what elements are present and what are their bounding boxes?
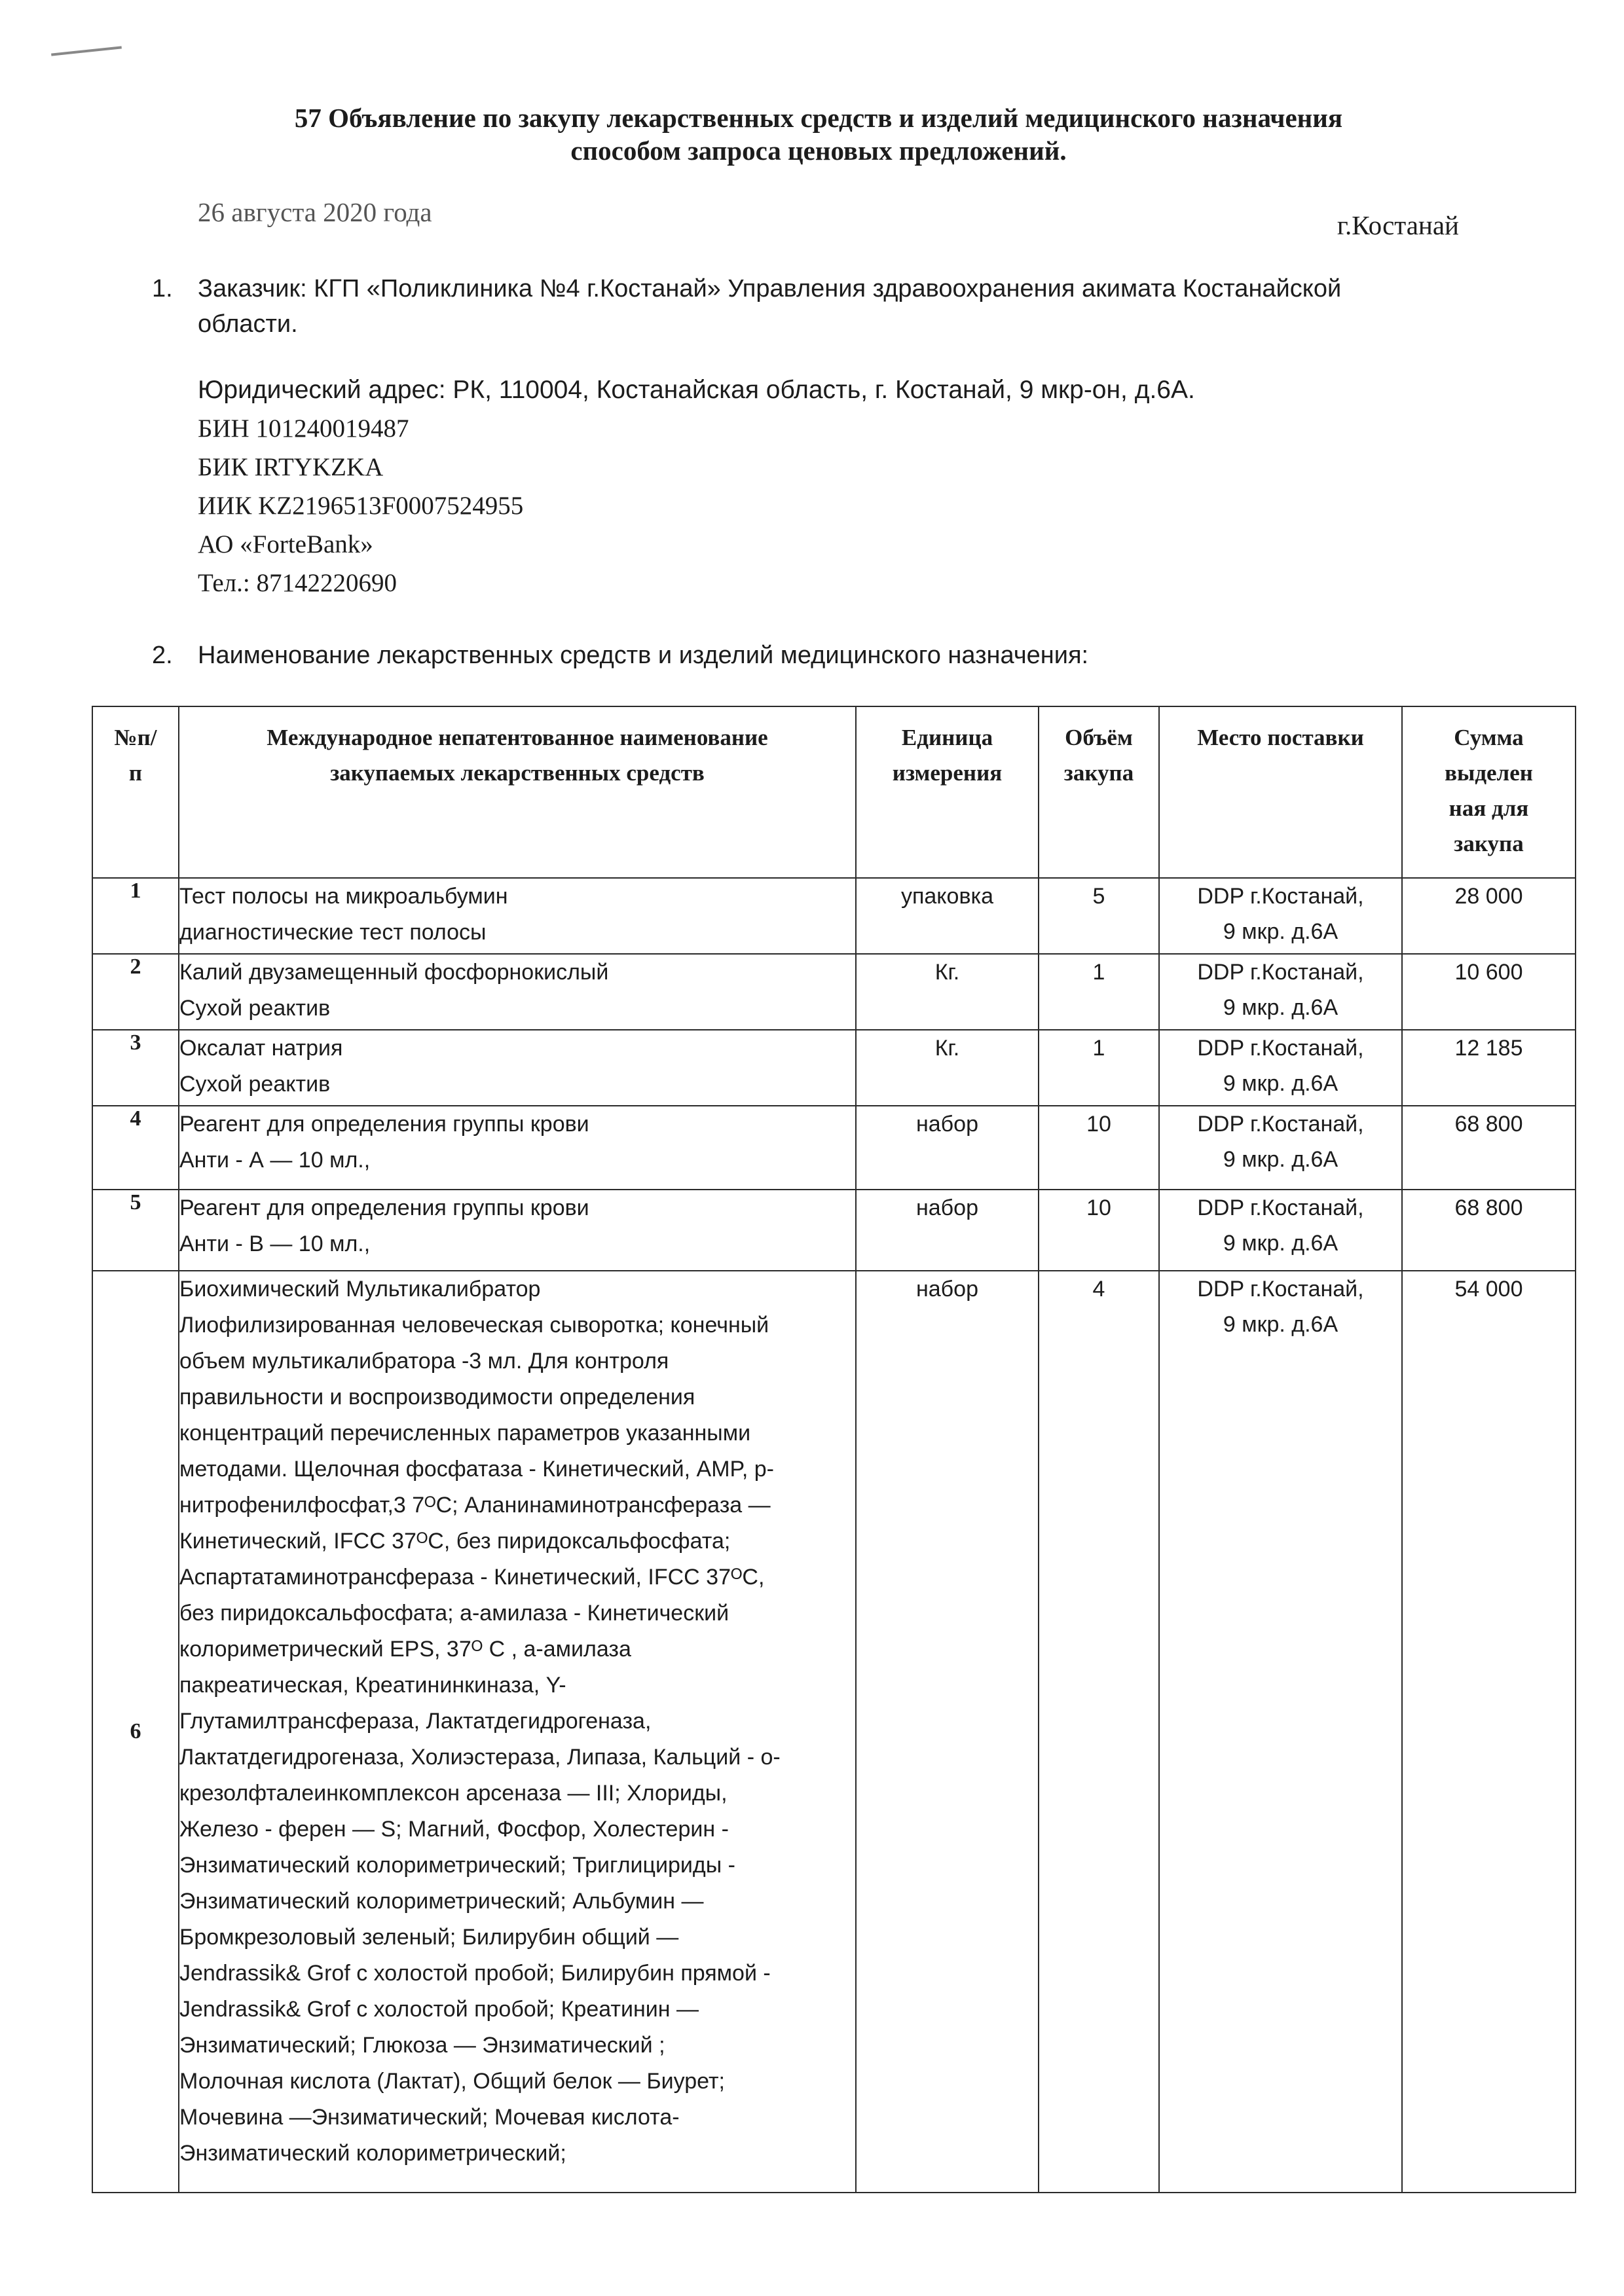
item-unit: Кг. bbox=[856, 954, 1039, 1030]
delivery-place-line: 9 мкр. д.6А bbox=[1223, 1071, 1338, 1096]
item-name-line: Мочевина —Энзиматический; Мочевая кислота- bbox=[179, 2105, 680, 2130]
item-volume: 1 bbox=[1039, 1030, 1159, 1106]
bank: АО «ForteBank» bbox=[198, 530, 373, 558]
item-name-line: Энзиматический колориметрический; Триглицириды - bbox=[179, 1853, 735, 1878]
row-number: 6 bbox=[92, 1271, 179, 2193]
item-name-line: Лиофилизированная человеческая сыворотка; конечный bbox=[179, 1313, 769, 1338]
item-name-line: Анти - В — 10 мл., bbox=[179, 1231, 371, 1256]
item-sum: 68 800 bbox=[1402, 1190, 1576, 1271]
delivery-place-line: DDP г.Костанай, bbox=[1197, 884, 1364, 909]
item-name-line: пакреатическая, Креатининкиназа, Y- bbox=[179, 1673, 566, 1698]
header-name: Международное непатентованное наименование закупаемых лекарственных средств bbox=[179, 706, 856, 878]
scan-mark bbox=[51, 46, 122, 56]
item-volume: 10 bbox=[1039, 1190, 1159, 1271]
item-name-line: Бромкрезоловый зеленый; Билирубин общий — bbox=[179, 1925, 679, 1950]
item-sum: 10 600 bbox=[1402, 954, 1576, 1030]
delivery-place-line: DDP г.Костанай, bbox=[1197, 1195, 1364, 1220]
delivery-place-line: DDP г.Костанай, bbox=[1197, 1277, 1364, 1302]
item-unit: набор bbox=[856, 1106, 1039, 1190]
row-number: 5 bbox=[92, 1190, 179, 1271]
bin: БИН 101240019487 bbox=[198, 414, 409, 443]
section-items bbox=[152, 638, 1488, 673]
item-name-line: Лактатдегидрогеназа, Холиэстераза, Липаза, Кальций - о- bbox=[179, 1745, 781, 1770]
row-number: 4 bbox=[92, 1106, 179, 1190]
bik: БИК IRTYKZKA bbox=[198, 453, 384, 481]
delivery-place-line: 9 мкр. д.6А bbox=[1223, 1147, 1338, 1172]
item-name bbox=[179, 1106, 856, 1190]
item-sum: 68 800 bbox=[1402, 1106, 1576, 1190]
delivery-place-line: DDP г.Костанай, bbox=[1197, 1112, 1364, 1137]
item-name-line: без пиридоксальфосфата; а-амилаза - Кинетический bbox=[179, 1601, 729, 1626]
items-table bbox=[92, 706, 1576, 2193]
header-volume: Объём закупа bbox=[1039, 706, 1159, 878]
item-sum: 28 000 bbox=[1402, 878, 1576, 954]
header-num: №п/ п bbox=[92, 706, 179, 878]
delivery-place-line: 9 мкр. д.6А bbox=[1223, 919, 1338, 944]
item-delivery-place bbox=[1159, 1106, 1402, 1190]
row-number: 1 bbox=[92, 878, 179, 954]
delivery-place-line: DDP г.Костанай, bbox=[1197, 960, 1364, 985]
item-name-line: методами. Щелочная фосфатаза - Кинетический, AMP, р- bbox=[179, 1457, 774, 1482]
table-header-row bbox=[92, 706, 1576, 878]
document-date: 26 августа 2020 года bbox=[198, 197, 432, 227]
title-line-1: 57 Объявление по закупу лекарственных средств и изделий медицинского назначения bbox=[294, 103, 1343, 133]
item-name-line: Сухой реактив bbox=[179, 1072, 331, 1097]
item-delivery-place bbox=[1159, 1030, 1402, 1106]
item-name-line: Энзиматический колориметрический; Альбумин — bbox=[179, 1889, 704, 1914]
iik: ИИК KZ2196513F0007524955 bbox=[198, 492, 524, 520]
row-number: 3 bbox=[92, 1030, 179, 1106]
delivery-place-line: DDP г.Костанай, bbox=[1197, 1036, 1364, 1061]
delivery-place-line: 9 мкр. д.6А bbox=[1223, 995, 1338, 1020]
item-name-line: нитрофенилфосфат,3 7ᴼC; Аланинаминотрансфераза — bbox=[179, 1493, 771, 1518]
item-name bbox=[179, 1030, 856, 1106]
phone: Тел.: 87142220690 bbox=[198, 569, 397, 597]
header-place: Место поставки bbox=[1159, 706, 1402, 878]
title-line-2: способом запроса ценовых предложений. bbox=[570, 136, 1067, 166]
header-sum: Сумма выделен ная для закупа bbox=[1402, 706, 1576, 878]
item-unit: набор bbox=[856, 1190, 1039, 1271]
header-unit: Единица измерения bbox=[856, 706, 1039, 878]
table-body bbox=[92, 878, 1576, 2193]
customer-requisites bbox=[198, 371, 1195, 602]
item-name-line: объем мультикалибратора -3 мл. Для контроля bbox=[179, 1349, 669, 1374]
item-name-line: Анти - А — 10 мл., bbox=[179, 1148, 371, 1173]
item-unit: Кг. bbox=[856, 1030, 1039, 1106]
item-volume: 5 bbox=[1039, 878, 1159, 954]
item-delivery-place bbox=[1159, 878, 1402, 954]
item-name bbox=[179, 954, 856, 1030]
item-name-line: Глутамилтрансфераза, Лактатдегидрогеназа, bbox=[179, 1709, 652, 1734]
item-name-line: Кинетический, IFCC 37ᴼC, без пиридоксальфосфата; bbox=[179, 1529, 731, 1554]
item-name-line: Сухой реактив bbox=[179, 996, 331, 1021]
item-unit: упаковка bbox=[856, 878, 1039, 954]
item-name-line: Jendrassik& Grof с холостой пробой; Билирубин прямой - bbox=[179, 1961, 771, 1986]
item-volume: 10 bbox=[1039, 1106, 1159, 1190]
customer-line-1: Заказчик: КГП «Поликлиника №4 г.Костанай» Управления здравоохранения акимата Костанайской bbox=[198, 275, 1342, 302]
customer-line-2: области. bbox=[198, 310, 298, 338]
item-name-line: крезолфталеинкомплексон арсеназа — III; Хлориды, bbox=[179, 1781, 728, 1806]
item-sum: 12 185 bbox=[1402, 1030, 1576, 1106]
delivery-place-line: 9 мкр. д.6А bbox=[1223, 1231, 1338, 1256]
item-name-line: Тест полосы на микроальбумин bbox=[179, 884, 508, 909]
item-volume: 4 bbox=[1039, 1271, 1159, 2193]
table-row bbox=[92, 878, 1576, 954]
item-name-line: Энзиматический колориметрический; bbox=[179, 2141, 566, 2166]
item-delivery-place bbox=[1159, 954, 1402, 1030]
item-name bbox=[179, 1271, 856, 2193]
delivery-place-line: 9 мкр. д.6А bbox=[1223, 1312, 1338, 1337]
item-name bbox=[179, 1190, 856, 1271]
item-name-line: Энзиматический; Глюкоза — Энзиматический ; bbox=[179, 2033, 665, 2058]
document-city: г.Костанай bbox=[1337, 210, 1459, 240]
item-name-line: Реагент для определения группы крови bbox=[179, 1112, 589, 1137]
item-name-line: правильности и воспроизводимости определения bbox=[179, 1385, 695, 1410]
items-heading: Наименование лекарственных средств и изделий медицинского назначения: bbox=[198, 642, 1089, 669]
item-name-line: Калий двузамещенный фосфорнокислый bbox=[179, 960, 609, 985]
document-title bbox=[170, 101, 1467, 167]
section-number: 1. bbox=[152, 275, 173, 302]
item-delivery-place bbox=[1159, 1271, 1402, 2193]
item-name-line: Оксалат натрия bbox=[179, 1036, 343, 1061]
table-row bbox=[92, 954, 1576, 1030]
section-number: 2. bbox=[152, 642, 173, 669]
table-row bbox=[92, 1030, 1576, 1106]
table-row bbox=[92, 1106, 1576, 1190]
item-name-line: Реагент для определения группы крови bbox=[179, 1195, 589, 1220]
item-name-line: Аспартатаминотрансфераза - Кинетический, IFCC 37ᴼC, bbox=[179, 1565, 765, 1590]
section-customer bbox=[152, 271, 1488, 342]
item-name-line: Jendrassik& Grof с холостой пробой; Креатинин — bbox=[179, 1997, 699, 2022]
item-name-line: колориметрический EPS, 37ᴼ С , а-амилаза bbox=[179, 1637, 631, 1662]
item-name-line: концентраций перечисленных параметров указанными bbox=[179, 1421, 751, 1446]
item-name-line: Молочная кислота (Лактат), Общий белок — Биурет; bbox=[179, 2069, 725, 2094]
item-name-line: диагностические тест полосы bbox=[179, 920, 487, 945]
row-number: 2 bbox=[92, 954, 179, 1030]
table-row bbox=[92, 1190, 1576, 1271]
item-delivery-place bbox=[1159, 1190, 1402, 1271]
item-sum: 54 000 bbox=[1402, 1271, 1576, 2193]
item-name-line: Биохимический Мультикалибратор bbox=[179, 1277, 541, 1302]
item-unit: набор bbox=[856, 1271, 1039, 2193]
legal-address: Юридический адрес: РК, 110004, Костанайская область, г. Костанай, 9 мкр-он, д.6А. bbox=[198, 376, 1195, 404]
item-volume: 1 bbox=[1039, 954, 1159, 1030]
item-name bbox=[179, 878, 856, 954]
table-row bbox=[92, 1271, 1576, 2193]
item-name-line: Железо - ферен — S; Магний, Фосфор, Холестерин - bbox=[179, 1817, 729, 1842]
